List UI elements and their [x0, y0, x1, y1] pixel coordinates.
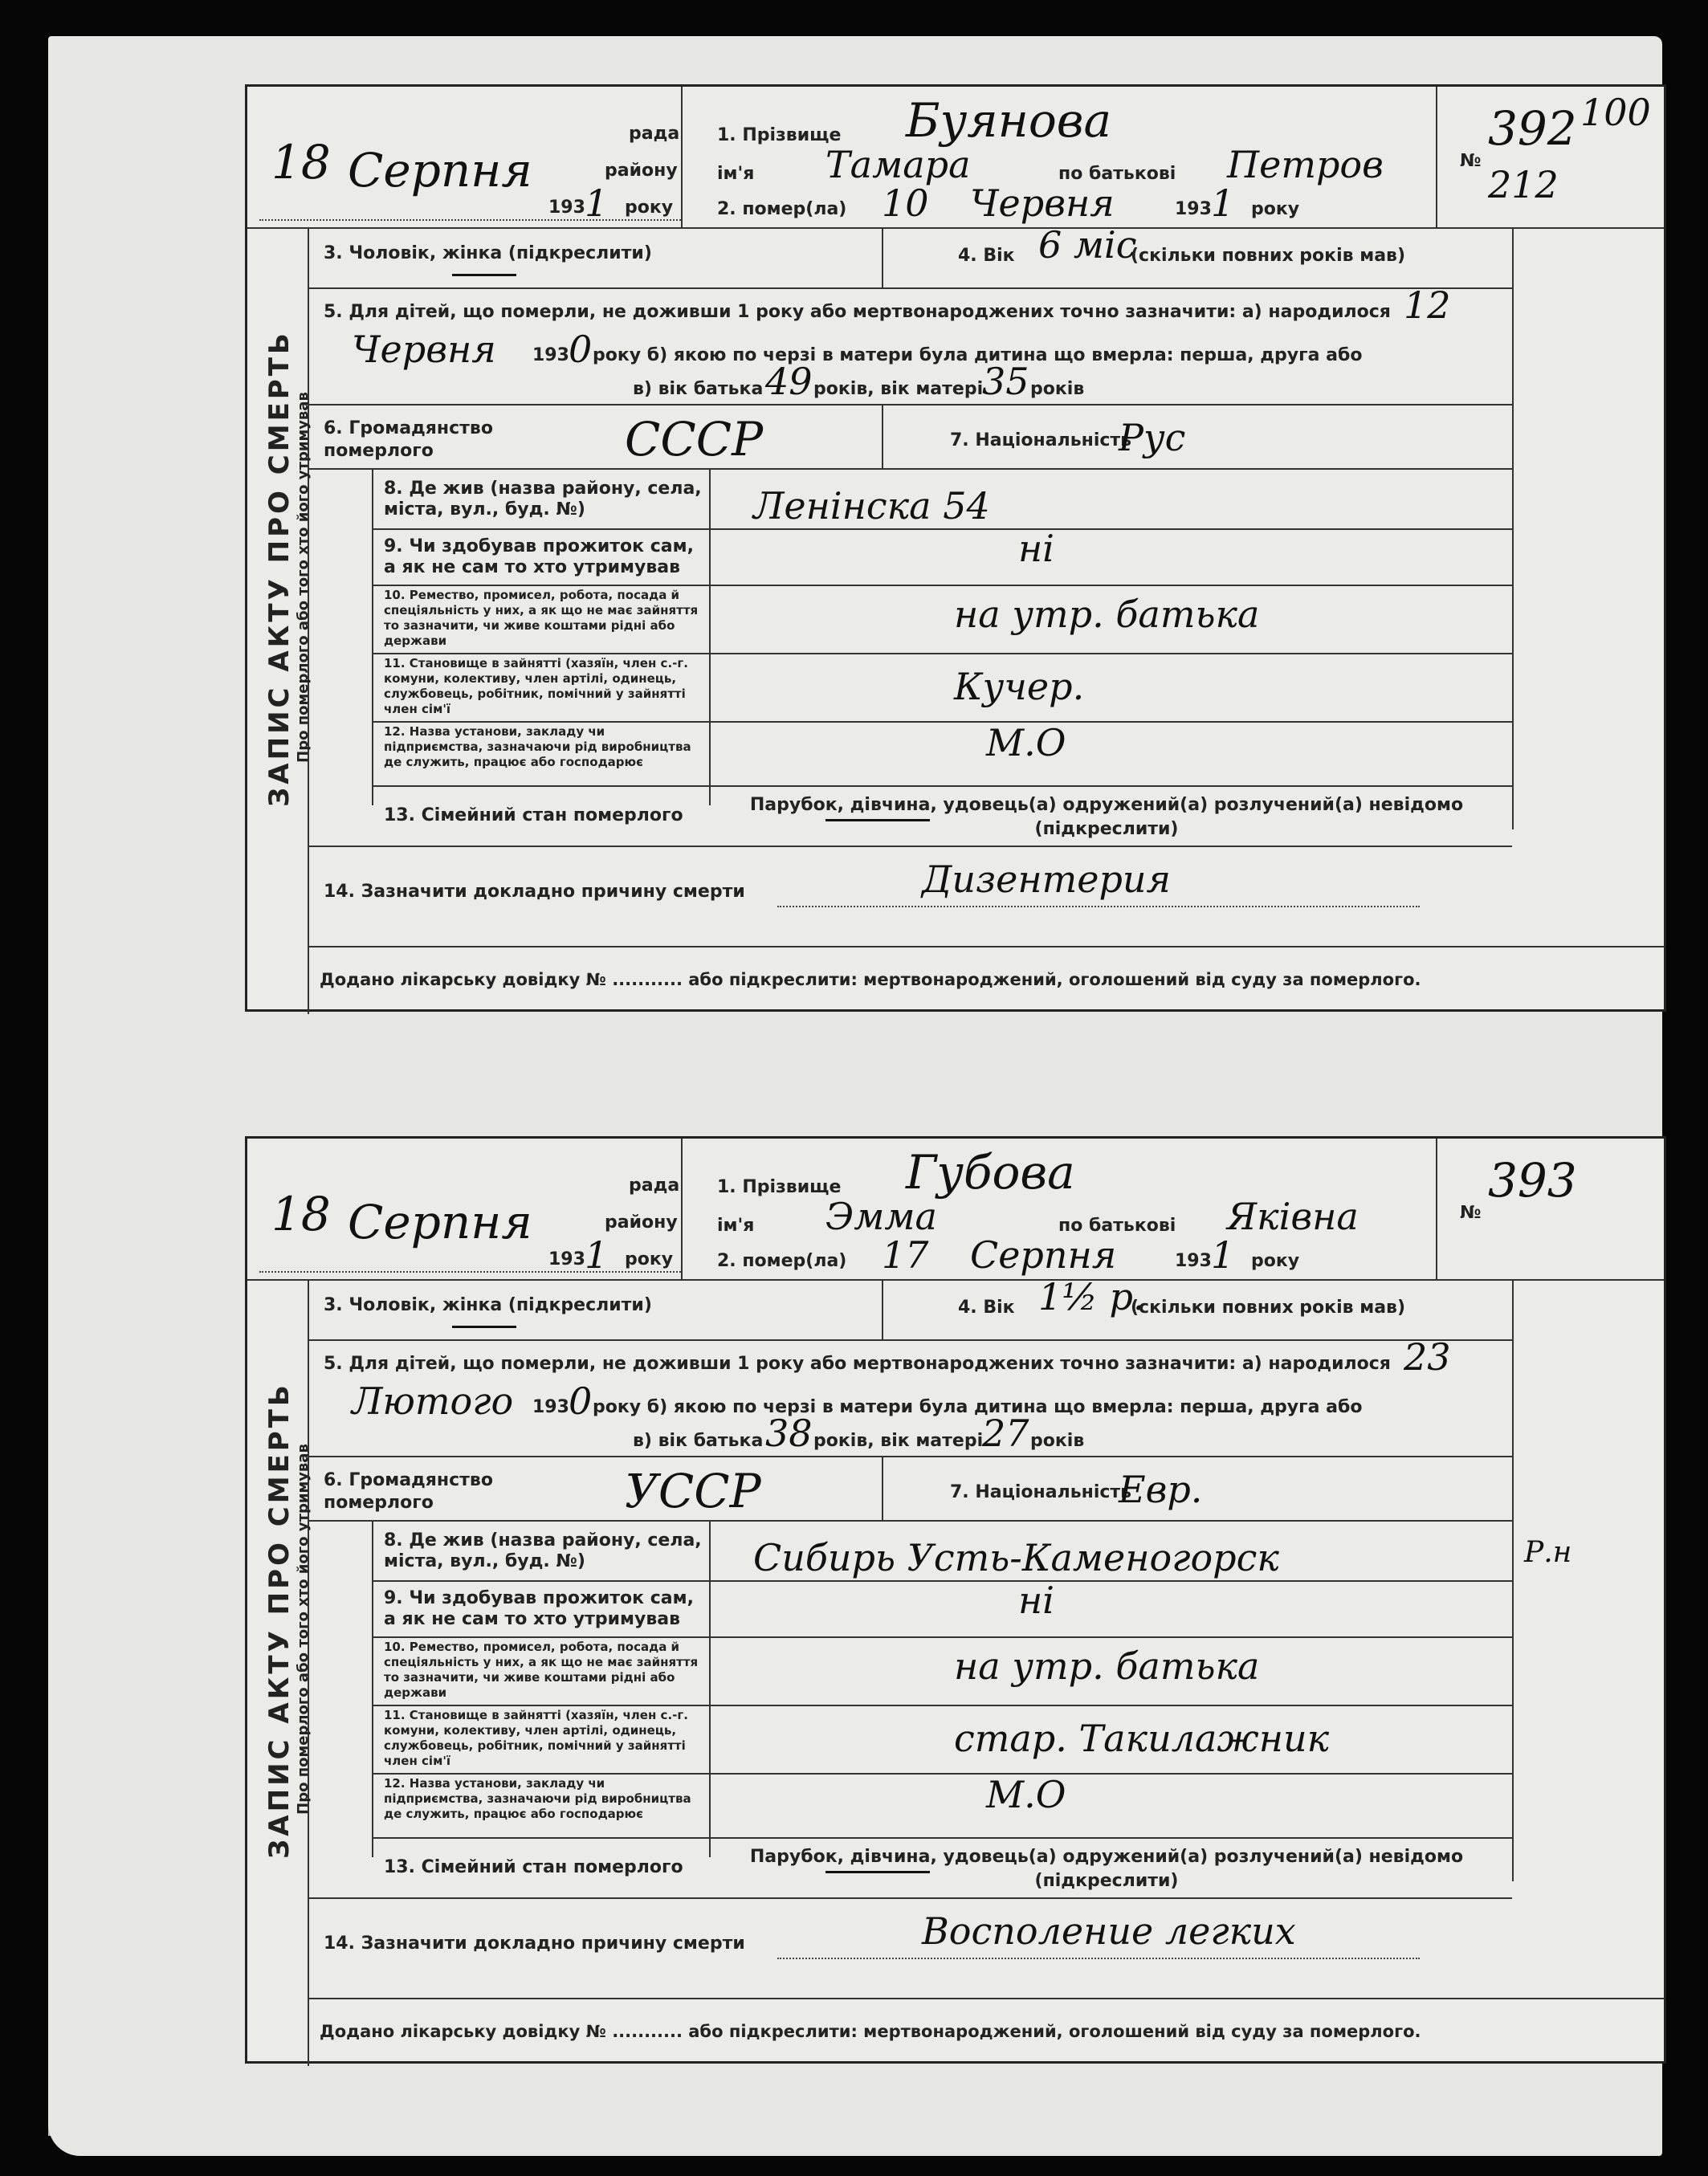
rayonu-label: району: [605, 161, 678, 181]
q5-c-label: в) вік батька: [633, 1431, 764, 1451]
q9-value: ні: [1018, 1579, 1055, 1622]
first-name-value: Эмма: [825, 1195, 937, 1238]
nationality-value: Рус: [1119, 416, 1186, 459]
roku-label: року: [625, 198, 674, 218]
side-subtitle: Про померлого або того хто його утримував: [295, 1444, 312, 1815]
divchyna-underline: [825, 1871, 930, 1873]
reg-year-suffix: 1: [585, 1233, 609, 1277]
q12-label: 12. Назва установи, закладу чи підприємства, зазначаючи рід виробництва де служить, працює або господарює: [384, 1776, 691, 1821]
rada-label: рада: [629, 124, 680, 144]
reg-date-day: 18: [271, 135, 331, 189]
patronymic-label: по батькові: [1058, 1216, 1176, 1236]
roku-label: року: [625, 1249, 674, 1269]
q12-value: М.О: [986, 721, 1066, 764]
q9-label: 9. Чи здобував прожиток сам, а як не сам то хто утримував: [384, 536, 694, 577]
q1-label: 1. Прізвище: [717, 1177, 842, 1197]
age-value: 6 міс: [1038, 223, 1137, 267]
q13-options: Парубок, дівчина, удовець(а) одружений(а) розлучений(а) невідомо (підкреслити): [749, 795, 1464, 839]
q4-suffix: (скільки повних років мав): [1131, 1298, 1406, 1318]
q8-value-extra: Р.н: [1524, 1536, 1572, 1569]
q5-c-label: в) вік батька: [633, 379, 764, 399]
q2-label: 2. помер(ла): [717, 1251, 847, 1271]
q7-label: 7. Національність: [950, 430, 1132, 450]
record-number-sub: 212: [1488, 163, 1559, 206]
q10-value: на утр. батька: [954, 1644, 1260, 1688]
side-title: ЗАПИС АКТУ ПРО СМЕРТЬ: [263, 330, 296, 807]
birth-month: Лютого: [352, 1379, 514, 1423]
reg-date-day: 18: [271, 1187, 331, 1241]
citizenship-value: УССР: [625, 1464, 761, 1518]
surname-value: Буянова: [906, 93, 1112, 148]
q13-label: 13. Сімейний стан померлого: [384, 805, 683, 825]
mother-age: 35: [982, 360, 1029, 403]
death-month: Червня: [970, 181, 1115, 225]
record-number: 392: [1488, 101, 1577, 156]
rayonu-label: району: [605, 1212, 678, 1233]
patronymic-value: Петров: [1227, 143, 1384, 186]
side-title: ЗАПИС АКТУ ПРО СМЕРТЬ: [263, 1382, 296, 1859]
q5-label: 5. Для дітей, що померли, не доживши 1 року або мертвонароджених точно зазначити: а) народилося: [324, 302, 1391, 322]
citizenship-value: СССР: [625, 412, 764, 467]
side-subtitle: Про померлого або того хто його утримував: [295, 392, 312, 763]
q6-label: 6. Громадянство померлого: [324, 1470, 493, 1513]
q4-label: 4. Вік: [958, 246, 1015, 266]
q10-value: на утр. батька: [954, 593, 1260, 636]
q6-label: 6. Громадянство померлого: [324, 418, 493, 461]
death-roku: року: [1251, 199, 1300, 219]
father-age: 49: [765, 360, 813, 403]
first-name-value: Тамара: [825, 143, 971, 186]
q2-label: 2. помер(ла): [717, 199, 847, 219]
q12-value: М.О: [986, 1773, 1066, 1816]
q9-value: ні: [1018, 527, 1055, 570]
q13-options: Парубок, дівчина, удовець(а) одружений(а) розлучений(а) невідомо (підкреслити): [749, 1847, 1464, 1891]
q10-label: 10. Ремество, промисел, робота, посада й спеціяльність у них, а як що не має зайняття то зазначити, чи живе коштами рідні або держави: [384, 588, 699, 648]
birth-year-suffix: 0: [569, 328, 593, 371]
birth-day: 23: [1404, 1335, 1451, 1379]
age-value: 1½ р.: [1038, 1275, 1145, 1318]
q11-label: 11. Становище в зайнятті (хазяїн, член с.-г. комуни, колективу, член артілі, одинець, службовець, робітник, помічний у зайнятті член сім'ї: [384, 656, 688, 716]
q14-label: 14. Зазначити докладно причину смерти: [324, 1934, 745, 1954]
q5-b: року б) якою по черзі в матери була дитина що вмерла: перша, друга або: [593, 1397, 1363, 1417]
number-label: №: [1460, 1203, 1482, 1223]
reg-year-prefix: 193: [548, 198, 585, 218]
death-roku: року: [1251, 1251, 1300, 1271]
footer-text: Додано лікарську довідку № ........... або підкреслити: мертвонароджений, оголошений від суду за померлого.: [320, 2022, 1421, 2041]
death-record-form-1: [245, 84, 1666, 1012]
reg-date-month: Серпня: [348, 1195, 532, 1249]
name-label: ім'я: [717, 164, 755, 184]
death-day: 10: [882, 181, 929, 225]
cause-value: Восполение легких: [922, 1909, 1296, 1953]
name-label: ім'я: [717, 1216, 755, 1236]
surname-value: Губова: [906, 1145, 1075, 1200]
q13-label: 13. Сімейний стан померлого: [384, 1857, 683, 1877]
q11-value: Кучер.: [954, 665, 1085, 708]
death-month: Серпня: [970, 1233, 1117, 1277]
q11-label: 11. Становище в зайнятті (хазяїн, член с.-г. комуни, колективу, член артілі, одинець, службовець, робітник, помічний у зайнятті член сім'ї: [384, 1708, 688, 1768]
birth-year-prefix: 193: [532, 345, 569, 365]
number-label: №: [1460, 151, 1482, 171]
footer-text: Додано лікарську довідку № ........... або підкреслити: мертвонароджений, оголошений від суду за померлого.: [320, 970, 1421, 989]
birth-year-suffix: 0: [569, 1379, 593, 1423]
record-number-extra: 100: [1580, 91, 1651, 134]
q7-label: 7. Національність: [950, 1482, 1132, 1502]
q8-value: Ленінска 54: [753, 484, 990, 528]
q10-label: 10. Ремество, промисел, робота, посада й спеціяльність у них, а як що не має зайняття то зазначити, чи живе коштами рідні або держави: [384, 1640, 699, 1700]
q5-label: 5. Для дітей, що померли, не доживши 1 року або мертвонароджених точно зазначити: а) народилося: [324, 1354, 1391, 1374]
q11-value: стар. Такилажник: [954, 1717, 1330, 1760]
death-day: 17: [882, 1233, 929, 1277]
rada-label: рада: [629, 1176, 680, 1196]
nationality-value: Евр.: [1119, 1468, 1203, 1511]
death-year-prefix: 193: [1175, 1251, 1212, 1271]
birth-year-prefix: 193: [532, 1397, 569, 1417]
q8-label: 8. Де жив (назва району, села, міста, вул., буд. №): [384, 1530, 702, 1571]
death-year-prefix: 193: [1175, 199, 1212, 219]
patronymic-value: Яківна: [1227, 1195, 1359, 1238]
q9-label: 9. Чи здобував прожиток сам, а як не сам то хто утримував: [384, 1588, 694, 1629]
reg-date-month: Серпня: [348, 143, 532, 198]
birth-month: Червня: [352, 328, 496, 371]
father-age: 38: [765, 1412, 813, 1455]
q5-b: року б) якою по черзі в матери була дитина що вмерла: перша, друга або: [593, 345, 1363, 365]
q14-label: 14. Зазначити докладно причину смерти: [324, 882, 745, 902]
reg-year-prefix: 193: [548, 1249, 585, 1269]
q5-c-mid: років, вік матері: [813, 379, 984, 399]
q3-label: 3. Чоловік, жінка (підкреслити): [324, 243, 652, 263]
q12-label: 12. Назва установи, закладу чи підприємства, зазначаючи рід виробництва де служить, працює або господарює: [384, 724, 691, 769]
mother-age: 27: [982, 1412, 1029, 1455]
q3-label: 3. Чоловік, жінка (підкреслити): [324, 1295, 652, 1315]
patronymic-label: по батькові: [1058, 164, 1176, 184]
death-record-form-2: [245, 1136, 1666, 2064]
q8-value: Сибирь Усть-Каменогорск: [753, 1536, 1279, 1579]
divchyna-underline: [825, 819, 930, 821]
zhinka-underline: [452, 274, 516, 276]
reg-year-suffix: 1: [585, 181, 609, 225]
q8-label: 8. Де жив (назва району, села, міста, вул., буд. №): [384, 479, 702, 520]
q5-c-mid: років, вік матері: [813, 1431, 984, 1451]
zhinka-underline: [452, 1326, 516, 1328]
q1-label: 1. Прізвище: [717, 125, 842, 145]
cause-value: Дизентерия: [922, 858, 1172, 901]
record-number: 393: [1488, 1153, 1577, 1208]
birth-day: 12: [1404, 283, 1451, 327]
q4-label: 4. Вік: [958, 1298, 1015, 1318]
q5-c-end: років: [1030, 379, 1085, 399]
death-year-suffix: 1: [1211, 181, 1235, 225]
q5-c-end: років: [1030, 1431, 1085, 1451]
q4-suffix: (скільки повних років мав): [1131, 246, 1406, 266]
death-year-suffix: 1: [1211, 1233, 1235, 1277]
